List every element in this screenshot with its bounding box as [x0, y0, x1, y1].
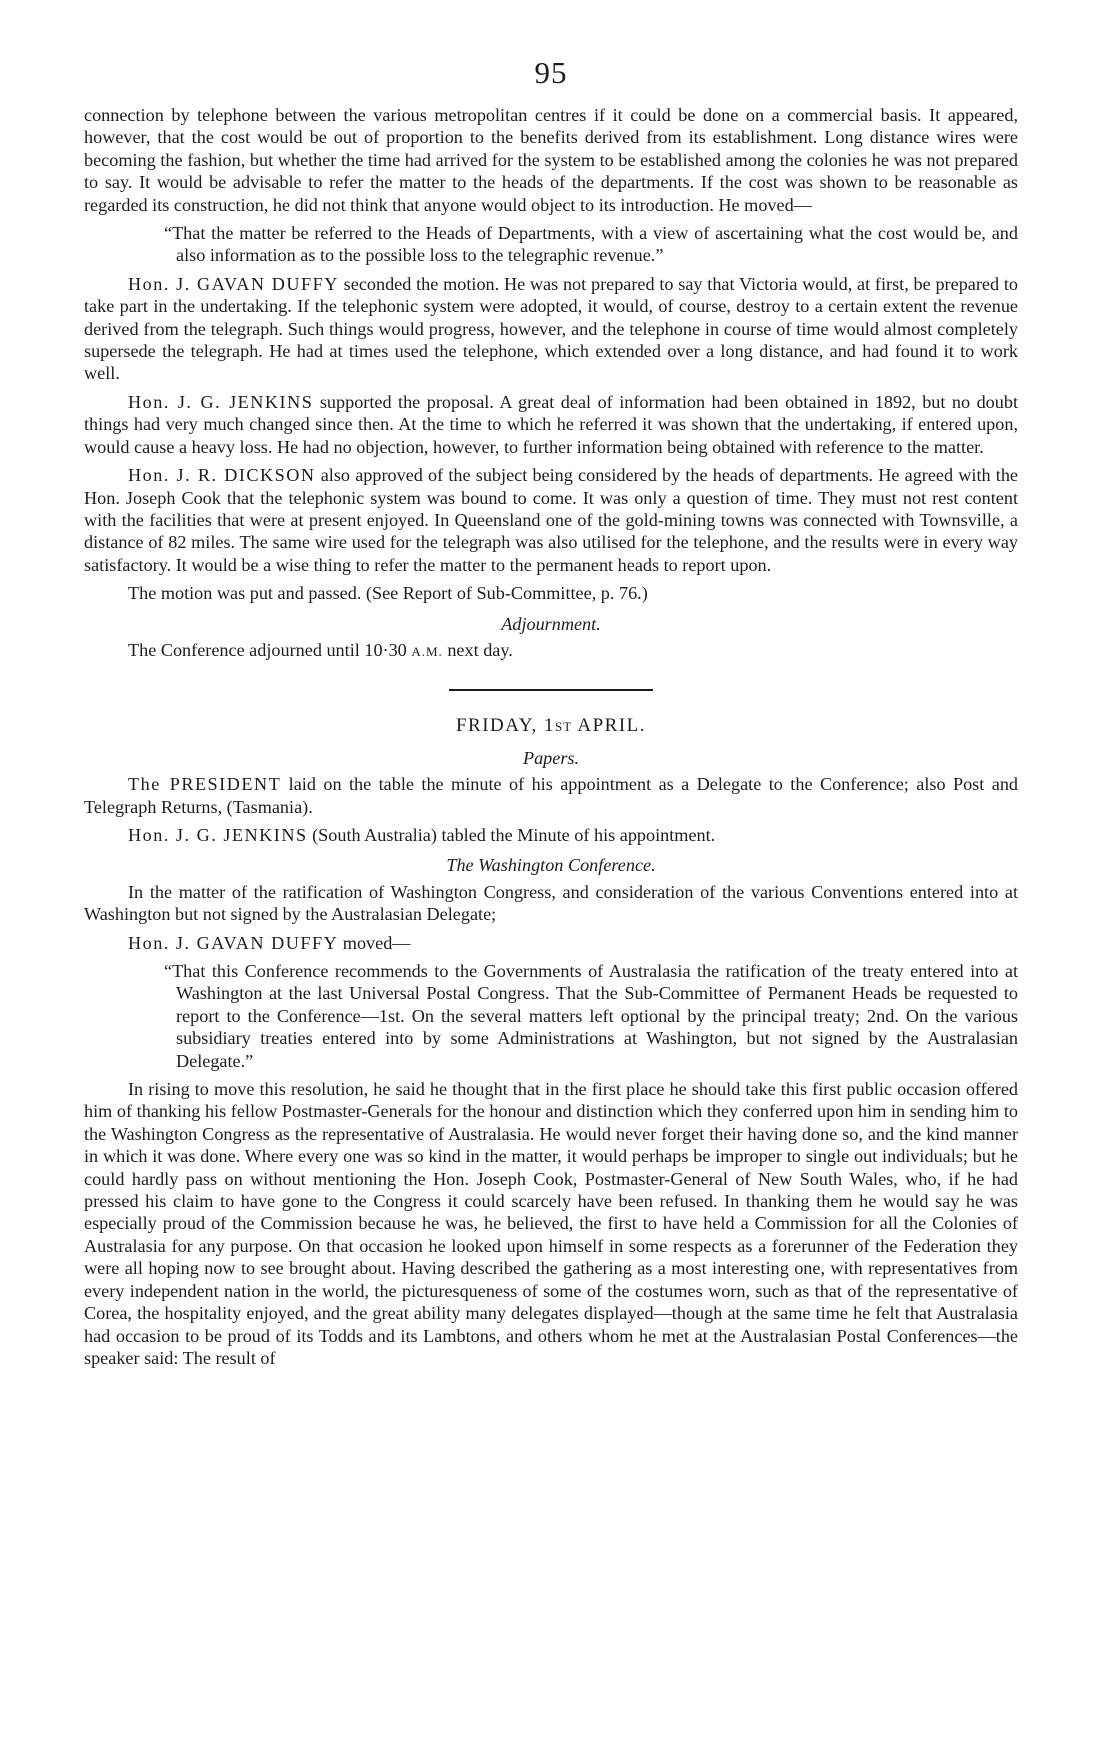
paragraph-duffy-moved [84, 932, 1018, 954]
paragraph-duffy-seconded [84, 273, 1018, 385]
paragraph-motion-passed: The motion was put and passed. (See Report of Sub-Committee, p. 76.) [128, 583, 648, 604]
paragraph-jenkins-minute [84, 824, 1018, 846]
speaker-name: Hon. J. G. JENKINS [128, 391, 314, 412]
section-divider [449, 689, 653, 691]
paragraph-text: also approved of the subject being considered by the heads of departments. He agreed with the Hon. Joseph Cook that the telephonic system was bound to come. It was only a question of time. They must not rest content with the facilities that were at present enjoyed. In Queensland one of the gold-mining towns was connected with Townsville, a distance of 82 miles. The same wire used for the telegraph was also utilised for the telephone, and the results were in every way satisfactory. It would be a wise thing to refer the matter to the permanent heads to report upon. [84, 465, 1018, 575]
paragraph-ratification: In the matter of the ratification of Washington Congress, and consideration of the various Conventions entered into at Washington but not signed by the Australasian Delegate; [84, 881, 1018, 925]
day-heading-month: APRIL. [572, 715, 647, 737]
paragraph-text: laid on the table the minute of his appointment as a Delegate to the Conference; also Post and Telegraph Returns, (Tasmania). [84, 774, 1019, 817]
speaker-name: The PRESIDENT [128, 774, 282, 795]
motion-quote-telephone: “That the matter be referred to the Heads of Departments, with a view of ascertaining what the cost would be, and also information as to the possible loss to the telegraphic revenue.” [164, 223, 1018, 266]
day-heading-ordinal: ST [555, 719, 573, 735]
paragraph-telephone-intro: connection by telephone between the various metropolitan centres if it could be done on a commercial basis. It appeared, however, that the cost would be out of proportion to the benefits derived from its establishment. Long distance wires were becoming the fashion, but whether the time had arrived for the system to be established among the colonies he was not prepared to say. It would be advisable to refer the matter to the heads of the departments. If the cost was shown to be reasonable as regarded its construction, he did not think that anyone would object to its introduction. He moved— [84, 105, 1018, 215]
paragraph-duffy-speech: In rising to move this resolution, he said he thought that in the first place he should take this first public occasion offered him of thanking his fellow Postmaster-Generals for the honour and distinction which they conferred upon him in sending him to the Washington Congress as the representative of Australasia. He would never forget their having done so, and the kind manner in which it was done. Where every one was so kind in the matter, it would perhaps be improper to single out individuals; but he could hardly pass on without mentioning the Hon. Joseph Cook, Postmaster-General of New South Wales, who, if he had pressed his claim to have gone to the Congress it could scarcely have been refused. In thanking them he would say he was especially proud of the Commission because he was, he believed, the first to have held a Commission for all the Colonies of Australasia for any purpose. On that occasion he looked upon himself in some respects as a forerunner of the Federation they were all hoping now to see brought about. Having described the gathering as a most interesting one, with representatives from every independent nation in the world, the picturesqueness of some of the costumes worn, such as that of the representative of Corea, the hospitality enjoyed, and the great ability many delegates displayed—though at the same time he felt that Australasia had occasion to be proud of its Todds and its Lambtons, and others whom he met at the Australasian Postal Conferences—the speaker said: The result of [84, 1079, 1018, 1368]
paragraph-dickson-approved [84, 464, 1018, 576]
adjournment-text: The Conference adjourned until 10·30 [128, 639, 412, 660]
paragraph-jenkins-supported [84, 391, 1018, 458]
section-heading-washington: The Washington Conference. [446, 855, 656, 876]
adjournment-text-end: next day. [442, 639, 513, 660]
section-heading-papers: Papers. [522, 747, 580, 768]
adjournment-time: A.M. [411, 643, 443, 659]
day-heading [84, 715, 1018, 738]
paragraph-adjournment [84, 639, 1018, 663]
speaker-name: Hon. J. GAVAN DUFFY [128, 932, 339, 953]
paragraph-text: supported the proposal. A great deal of information had been obtained in 1892, but no doubt things had very much changed since then. At the time to which he referred it was shown that the undertaking, if entered upon, would cause a heavy loss. He had no objection, however, to further information being obtained with reference to the matter. [84, 391, 1018, 457]
section-heading-adjournment: Adjournment. [501, 613, 601, 634]
motion-quote-washington: “That this Conference recommends to the Governments of Australasia the ratification of the treaty entered into at Washington at the last Universal Postal Congress. That the Sub-Committee of Permanent Heads be requested to report to the Conference—1st. On the several matters left optional by the principal treaty; 2nd. On the various subsidiary treaties entered into by some Administrations at Washington, but not signed by the Australasian Delegate.” [164, 961, 1018, 1071]
speaker-name: Hon. J. GAVAN DUFFY [128, 273, 339, 294]
speaker-name: Hon. J. R. DICKSON [128, 465, 316, 486]
paragraph-text: moved— [338, 932, 411, 953]
paragraph-text: (South Australia) tabled the Minute of his appointment. [307, 824, 716, 845]
page-number: 95 [534, 55, 568, 90]
paragraph-president-papers [84, 773, 1018, 818]
speaker-name: Hon. J. G. JENKINS [128, 824, 308, 845]
day-heading-text: FRIDAY, 1 [455, 715, 555, 737]
paragraph-text: seconded the motion. He was not prepared to say that Victoria would, at first, be prepared to take part in the undertaking. If the telephonic system were adopted, it would, of course, destroy to a certain extent the revenue derived from the telegraph. Such things would progress, however, and the telephone in course of time would almost completely supersede the telegraph. He had at times used the telephone, which extended over a long distance, and had found it to work well. [84, 273, 1018, 384]
